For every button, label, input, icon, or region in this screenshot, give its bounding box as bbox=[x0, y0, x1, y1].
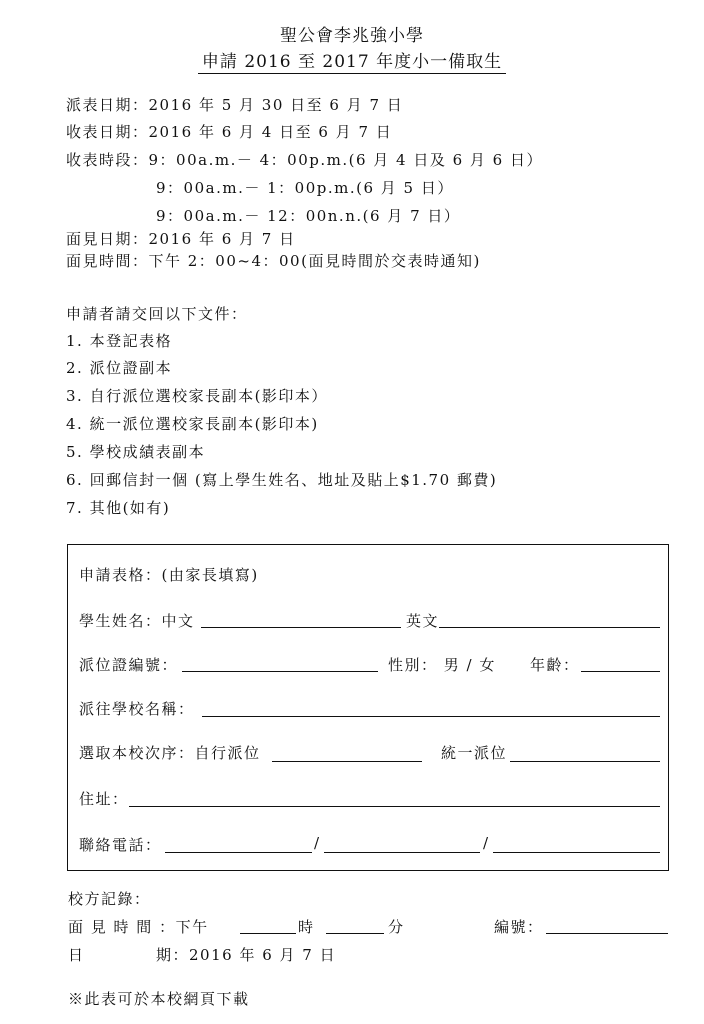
interview-time: 面見時間：下午 2：00~4：00(面見時間於交表時通知) bbox=[66, 252, 481, 270]
student-name-english-label: 英文 bbox=[406, 612, 440, 630]
hour-label: 時 bbox=[298, 918, 315, 936]
page-title bbox=[0, 47, 704, 72]
number-label: 編號： bbox=[494, 918, 544, 936]
student-name-chinese-field[interactable] bbox=[201, 627, 401, 628]
allocated-school-field[interactable] bbox=[202, 716, 660, 717]
documents-heading: 申請者請交回以下文件： bbox=[66, 305, 248, 323]
document-item: 4. 統一派位選校家長副本(影印本) bbox=[66, 415, 319, 433]
age-field[interactable] bbox=[581, 671, 660, 672]
cert-number-label: 派位證編號： bbox=[79, 656, 179, 674]
phone-field-3[interactable] bbox=[493, 852, 660, 853]
cert-number-field[interactable] bbox=[182, 671, 378, 672]
phone-slash-1: / bbox=[314, 834, 321, 852]
student-name-english-field[interactable] bbox=[439, 627, 660, 628]
gender-label: 性別： 男 / 女 bbox=[388, 656, 496, 674]
phone-slash-2: / bbox=[483, 834, 490, 852]
school-record-label: 校方記錄： bbox=[68, 890, 151, 908]
download-note: ※此表可於本校網頁下載 bbox=[68, 990, 250, 1008]
form-heading: 申請表格：(由家長填寫) bbox=[79, 566, 259, 584]
date-label-char: 日 bbox=[68, 946, 85, 964]
interview-date: 面見日期：2016 年 6 月 7 日 bbox=[66, 230, 296, 248]
page-title-text: 申請 2016 至 2017 年度小一備取生 bbox=[198, 52, 506, 74]
phone-field-1[interactable] bbox=[165, 852, 312, 853]
document-item: 7. 其他(如有) bbox=[66, 499, 171, 517]
document-item: 5. 學校成績表副本 bbox=[66, 443, 206, 461]
submission-hours-1: 收表時段：9：00a.m.－ 4：00p.m.(6 月 4 日及 6 月 6 日） bbox=[66, 151, 543, 169]
submission-hours-3: 9：00a.m.－ 12：00n.n.(6 月 7 日） bbox=[156, 207, 461, 225]
central-allocation-field[interactable] bbox=[510, 761, 660, 762]
interview-minute-field[interactable] bbox=[326, 933, 384, 934]
school-name: 聖公會李兆強小學 bbox=[280, 26, 424, 46]
submission-hours-2: 9：00a.m.－ 1：00p.m.(6 月 5 日） bbox=[156, 179, 454, 197]
document-item: 1. 本登記表格 bbox=[66, 332, 173, 350]
central-allocation-label: 統一派位 bbox=[441, 744, 508, 762]
phone-field-2[interactable] bbox=[324, 852, 480, 853]
application-form-box bbox=[67, 544, 669, 871]
document-item: 3. 自行派位選校家長副本(影印本） bbox=[66, 387, 328, 405]
interview-time-label: 面 見 時 間 ：下午 bbox=[68, 918, 209, 936]
address-field[interactable] bbox=[129, 806, 660, 807]
allocated-school-label: 派往學校名稱： bbox=[79, 700, 195, 718]
number-field[interactable] bbox=[546, 933, 668, 934]
student-name-chinese-label: 學生姓名：中文 bbox=[79, 612, 195, 630]
distribution-date: 派表日期：2016 年 5 月 30 日至 6 月 7 日 bbox=[66, 96, 404, 114]
age-label: 年齡： bbox=[530, 656, 580, 674]
document-item: 6. 回郵信封一個 (寫上學生姓名、地址及貼上$1.70 郵費) bbox=[66, 471, 498, 489]
submission-date: 收表日期：2016 年 6 月 4 日至 6 月 7 日 bbox=[66, 123, 393, 141]
date-value: 期：2016 年 6 月 7 日 bbox=[156, 946, 337, 964]
choice-order-label: 選取本校次序：自行派位 bbox=[79, 744, 261, 762]
interview-hour-field[interactable] bbox=[240, 933, 296, 934]
document-item: 2. 派位證副本 bbox=[66, 359, 173, 377]
minute-label: 分 bbox=[388, 918, 405, 936]
phone-label: 聯絡電話： bbox=[79, 836, 162, 854]
address-label: 住址： bbox=[79, 790, 129, 808]
self-allocation-field[interactable] bbox=[272, 761, 422, 762]
